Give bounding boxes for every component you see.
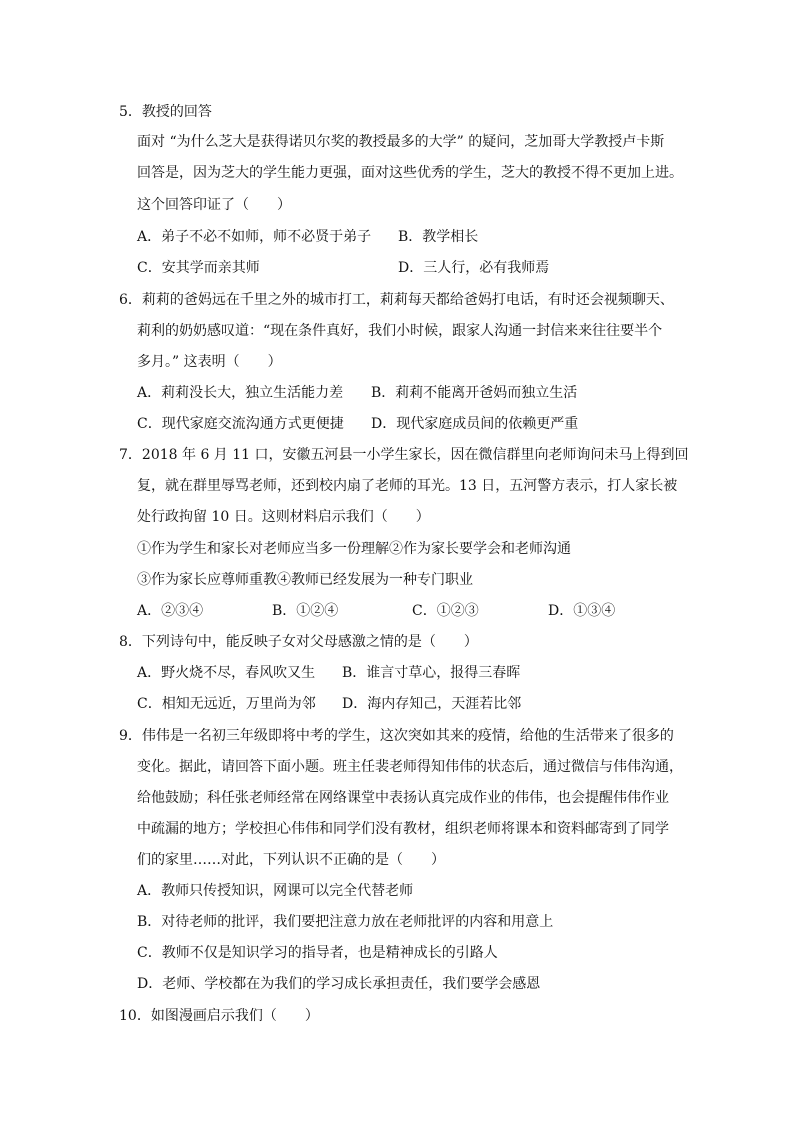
q7-statement: ③作为家长应尊师重教④教师已经发展为一种专门职业 (137, 572, 473, 588)
q8-option-a: A．野火烧不尽，春风吹又生 (137, 665, 316, 681)
q9-stem-line: 中疏漏的地方；学校担心伟伟和同学们没有教材，组织老师将课本和资料邮寄到了同学 (137, 821, 669, 837)
q6-option-a: A．莉莉没长大，独立生活能力差 (137, 385, 344, 401)
q5-body-line: 这个回答印证了（ ） (137, 197, 291, 213)
q7-option-d: D．①③④ (548, 603, 616, 619)
q8-option-b: B．谁言寸草心，报得三春晖 (342, 665, 521, 681)
q6-stem-line: 莉利的奶奶感叹道：“现在条件真好，我们小时候，跟家人沟通一封信来来往往要半个 (137, 323, 663, 339)
q5-option-b: B．教学相长 (398, 229, 479, 245)
q8-option-c: C．相知无远近，万里尚为邻 (137, 696, 316, 712)
q6-stem: 6．莉莉的爸妈远在千里之外的城市打工，莉莉每天都给爸妈打电话，有时还会视频聊天、 (119, 292, 674, 308)
q7-statement: ①作为学生和家长对老师应当多一份理解②作为家长要学会和老师沟通 (137, 541, 571, 557)
q7-option-a: A．②③④ (137, 603, 204, 619)
q9-option-d: D．老师、学校都在为我们的学习成长承担责任，我们要学会感恩 (137, 976, 541, 992)
q9-stem-line: 们的家里……对此，下列认识不正确的是（ ） (137, 852, 445, 868)
q10-stem: 10．如图漫画启示我们（ ） (119, 1008, 319, 1024)
q8-option-d: D．海内存知己，天涯若比邻 (342, 696, 522, 712)
q9-option-a: A．教师只传授知识，网课可以完全代替老师 (137, 883, 414, 899)
q7-option-c: C．①②③ (412, 603, 479, 619)
q7-stem-line: 处行政拘留 10 日。这则材料启示我们（ ） (137, 509, 430, 525)
q7-stem: 7．2018 年 6 月 11 口，安徽五河县一小学生家长，因在微信群里向老师询问未马上得到回 (119, 447, 689, 463)
q6-option-d: D．现代家庭成员间的依赖更严重 (371, 416, 579, 432)
q9-option-b: B．对待老师的批评，我们要把注意力放在老师批评的内容和用意上 (137, 914, 554, 930)
q9-stem-line: 给他鼓励；科任张老师经常在网络课堂中表扬认真完成作业的伟伟，也会提醒伟伟作业 (137, 790, 669, 806)
q5-option-d: D．三人行，必有我师焉 (398, 260, 550, 276)
q5-option-c: C．安其学而亲其师 (137, 260, 260, 276)
q5-stem: 5．教授的回答 (119, 104, 212, 120)
q8-stem: 8．下列诗句中，能反映子女对父母感激之情的是（ ） (119, 634, 478, 650)
q6-option-c: C．现代家庭交流沟通方式更便捷 (137, 416, 344, 432)
q5-body-line: 面对 “为什么芝大是获得诺贝尔奖的教授最多的大学” 的疑问，芝加哥大学教授卢卡斯 (137, 134, 665, 150)
q5-body-line: 回答是，因为芝大的学生能力更强，面对这些优秀的学生，芝大的教授不得不更加上进。 (137, 165, 683, 181)
q9-option-c: C．教师不仅是知识学习的指导者，也是精神成长的引路人 (137, 945, 498, 961)
q9-stem-line: 变化。据此，请回答下面小题。班主任裴老师得知伟伟的状态后，通过微信与伟伟沟通， (137, 759, 683, 775)
q7-stem-line: 复，就在群里辱骂老师，还到校内扇了老师的耳光。13 日，五河警方表示，打人家长被 (137, 478, 678, 494)
q6-stem-line: 多月。” 这表明（ ） (137, 354, 282, 370)
q5-option-a: A．弟子不必不如师，师不必贤于弟子 (137, 229, 372, 245)
q6-option-b: B．莉莉不能离开爸妈而独立生活 (371, 385, 578, 401)
q9-stem: 9．伟伟是一名初三年级即将中考的学生，这次突如其来的疫情，给他的生活带来了很多的 (119, 728, 674, 744)
q7-option-b: B．①②④ (272, 603, 339, 619)
